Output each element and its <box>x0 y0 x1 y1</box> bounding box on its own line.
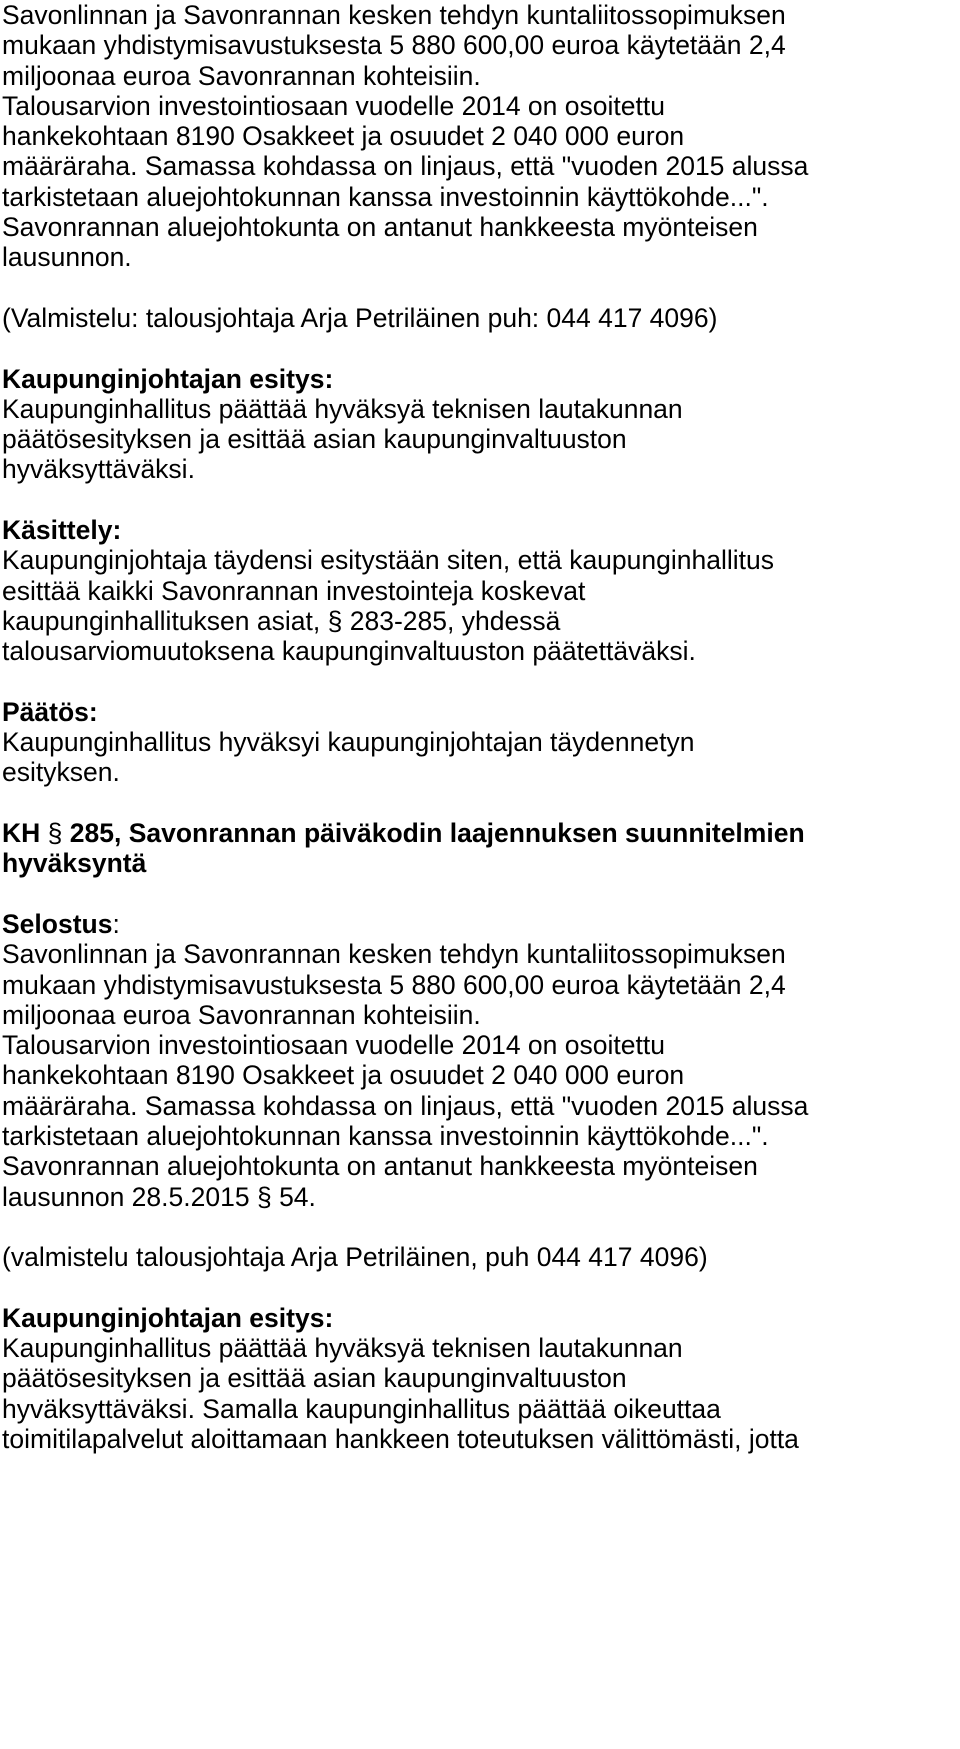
text-line: Savonlinnan ja Savonrannan kesken tehdyn kuntaliitossopimuksen <box>2 0 786 30</box>
section-title-line: hyväksyntä <box>2 848 147 879</box>
spacer <box>2 1272 958 1302</box>
spacer <box>2 667 958 697</box>
section-symbol: § <box>256 1181 272 1212</box>
text-line: Kaupunginhallitus hyväksyi kaupunginjohtajan täydennetyn <box>2 727 695 758</box>
text-line <box>2 1182 958 1212</box>
handling-block <box>2 515 958 666</box>
spacer <box>2 788 958 818</box>
description-heading-text: Selostus <box>2 908 113 939</box>
section-symbol: § <box>47 818 63 849</box>
text-line: miljoonaa euroa Savonrannan kohteisiin. <box>2 60 481 91</box>
text-line: talousarviomuutoksena kaupunginvaltuuston päätettäväksi. <box>2 636 696 667</box>
text-line: päätösesityksen ja esittää asian kaupunginvaltuuston <box>2 1363 627 1394</box>
document-page <box>2 0 958 1454</box>
spacer <box>2 485 958 515</box>
decision-heading: Päätös: <box>2 696 98 727</box>
spacer <box>2 879 958 909</box>
text-line: määräraha. Samassa kohdassa on linjaus, että "vuoden 2015 alussa <box>2 151 809 182</box>
text-line: esityksen. <box>2 757 120 788</box>
text-line: Talousarvion investointiosaan vuodelle 2014 on osoitettu <box>2 1030 665 1061</box>
text-fragment: 283-285, yhdessä <box>349 605 561 636</box>
text-line: päätösesityksen ja esittää asian kaupunginvaltuuston <box>2 424 627 455</box>
text-line <box>2 606 958 636</box>
text-fragment: 54. <box>279 1181 316 1212</box>
mayor-proposal-heading: Kaupunginjohtajan esitys: <box>2 363 334 394</box>
section-title-text: 285, Savonrannan päiväkodin laajennuksen suunnitelmien <box>69 818 805 849</box>
description-heading <box>2 909 958 939</box>
text-line: hankekohtaan 8190 Osakkeet ja osuudet 2 040 000 euron <box>2 1060 685 1091</box>
spacer <box>2 1212 958 1242</box>
text-line: määräraha. Samassa kohdassa on linjaus, että "vuoden 2015 alussa <box>2 1090 809 1121</box>
decision-block <box>2 697 958 788</box>
section-title <box>2 818 958 879</box>
text-fragment: lausunnon 28.5.2015 <box>2 1181 250 1212</box>
section-title-line <box>2 818 958 848</box>
text-line: Kaupunginhallitus päättää hyväksyä teknisen lautakunnan <box>2 1333 683 1364</box>
mayor-proposal-block <box>2 1303 958 1454</box>
description-heading-colon: : <box>112 908 120 939</box>
text-line: mukaan yhdistymisavustuksesta 5 880 600,00 euroa käytetään 2,4 <box>2 969 786 1000</box>
text-line: Savonrannan aluejohtokunta on antanut hankkeesta myönteisen <box>2 1151 758 1182</box>
text-line: Savonlinnan ja Savonrannan kesken tehdyn kuntaliitossopimuksen <box>2 939 786 970</box>
mayor-proposal-heading: Kaupunginjohtajan esitys: <box>2 1302 334 1333</box>
text-fragment: kaupunginhallituksen asiat, <box>2 605 321 636</box>
text-line: hyväksyttäväksi. Samalla kaupunginhallitus päättää oikeuttaa <box>2 1393 721 1424</box>
text-line: lausunnon. <box>2 242 132 273</box>
text-line: tarkistetaan aluejohtokunnan kanssa investoinnin käyttökohde...". <box>2 1120 769 1151</box>
text-line: toimitilapalvelut aloittamaan hankkeen toteutuksen välittömästi, jotta <box>2 1423 799 1454</box>
text-line: Kaupunginhallitus päättää hyväksyä teknisen lautakunnan <box>2 393 683 424</box>
handling-heading: Käsittely: <box>2 515 122 546</box>
spacer <box>2 273 958 303</box>
intro-paragraph <box>2 0 958 273</box>
text-line: hankekohtaan 8190 Osakkeet ja osuudet 2 040 000 euron <box>2 121 685 152</box>
section-symbol: § <box>327 605 343 636</box>
description-block <box>2 909 958 1212</box>
mayor-proposal-block <box>2 364 958 485</box>
text-line: tarkistetaan aluejohtokunnan kanssa investoinnin käyttökohde...". <box>2 181 769 212</box>
preparer-note: (valmistelu talousjohtaja Arja Petriläinen, puh 044 417 4096) <box>2 1242 708 1273</box>
text-line: esittää kaikki Savonrannan investointeja koskevat <box>2 575 586 606</box>
text-line: hyväksyttäväksi. <box>2 454 195 485</box>
text-line: Kaupunginjohtaja täydensi esitystään siten, että kaupunginhallitus <box>2 545 774 576</box>
text-line: Talousarvion investointiosaan vuodelle 2014 on osoitettu <box>2 90 665 121</box>
text-line: Savonrannan aluejohtokunta on antanut hankkeesta myönteisen <box>2 212 758 243</box>
spacer <box>2 333 958 363</box>
preparer-note: (Valmistelu: talousjohtaja Arja Petriläinen puh: 044 417 4096) <box>2 302 718 333</box>
text-line: miljoonaa euroa Savonrannan kohteisiin. <box>2 999 481 1030</box>
section-prefix: KH <box>2 818 41 849</box>
text-line: mukaan yhdistymisavustuksesta 5 880 600,00 euroa käytetään 2,4 <box>2 30 786 61</box>
